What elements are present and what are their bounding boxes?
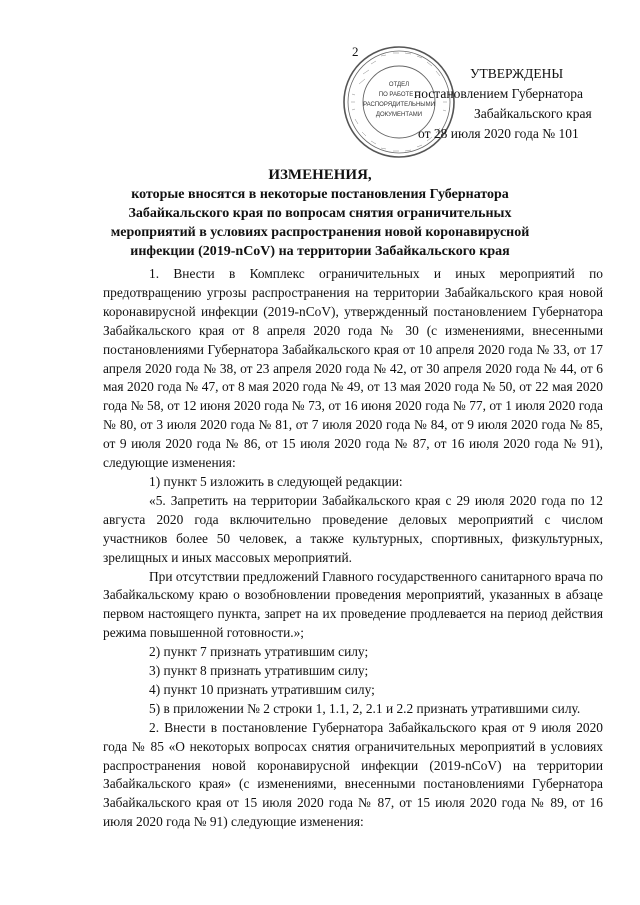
list-item-5: 5) в приложении № 2 строки 1, 1.1, 2, 2.1 и 2.2 признать утратившими силу. [149, 700, 581, 716]
list-item-1: 1) пункт 5 изложить в следующей редакции: [149, 473, 403, 489]
approval-line-3: от 28 июля 2020 года № 101 [418, 126, 579, 141]
approval-line-1: постановлением Губернатора [414, 86, 583, 101]
page-number: 2 [352, 44, 359, 59]
approval-heading: УТВЕРЖДЕНЫ [470, 66, 564, 81]
stamp-line-4: ДОКУМЕНТАМИ [375, 112, 423, 118]
stamp-line-1: ОТДЕЛ [388, 82, 410, 88]
quote-paragraph-2: При отсутствии предложений Главного государственного санитарного врача по Забайкальскому краю о возобновлении проведения мероприятий, указанных в абзаце первом настоящего пункта, запрет на их проведение продлевается на период действия режима повышенной готовности.»; [103, 568, 603, 641]
document-body [103, 265, 603, 832]
document-title [110, 166, 530, 261]
paragraph-2: 2. Внести в постановление Губернатора Забайкальского края от 9 июля 2020 года № 85 «О некоторых вопросах снятия ограничительных мероприятий в условиях распространения новой коронавирусной инфекции (2019-nCoV) на территории Забайкальского края» (с изменениями, внесенными постановлениями Губернатора Забайкальского края от 15 июля 2020 года № 87, от 15 июля 2020 года № 89, от 16 июля 2020 года № 91) следующие изменения: [103, 719, 603, 830]
title-subtitle: которые вносятся в некоторые постановления Губернатора Забайкальского края по вопросам снятия ограничительных мероприятий в условиях распространения новой коронавирусной инфекции (2019-nCoV) на территории Забайкальского края [110, 187, 530, 259]
list-item-4: 4) пункт 10 признать утратившим силу; [149, 681, 375, 697]
stamp-line-3: РАСПОРЯДИТЕЛЬНЫМИ [363, 102, 435, 108]
list-item-3: 3) пункт 8 признать утратившим силу; [149, 663, 369, 679]
title-main: ИЗМЕНЕНИЯ, [268, 167, 372, 183]
approval-block [398, 64, 618, 144]
paragraph-1: 1. Внести в Комплекс ограничительных и иных мероприятий по предотвращению угрозы распространения на территории Забайкальского края новой коронавирусной инфекции (2019-nCoV), утвержденный постановлением Губернатора Забайкальского края от 8 апреля 2020 года № 30 (с изменениями, внесенными постановлениями Губернатора Забайкальского края от 10 апреля 2020 года № 33, от 17 апреля 2020 года № 38, от 23 апреля 2020 года № 42, от 30 апреля 2020 года № 44, от 6 мая 2020 года № 47, от 8 мая 2020 года № 49, от 13 мая 2020 года № 50, от 22 мая 2020 года № 58, от 12 июня 2020 года № 73, от 16 июня 2020 года № 77, от 1 июля 2020 года № 80, от 3 июля 2020 года № 81, от 7 июля 2020 года № 84, от 9 июля 2020 года № 85, от 9 июля 2020 года № 86, от 15 июля 2020 года № 87, от 16 июля 2020 года № 91), следующие изменения: [103, 266, 603, 471]
stamp-line-2: ПО РАБОТЕ С [378, 92, 420, 98]
quote-paragraph-1: «5. Запретить на территории Забайкальского края с 29 июля 2020 года по 12 августа 2020 года включительно проведение деловых мероприятий с числом участников более 50 человек, а также культурных, спортивных, физкультурных, зрелищных и иных массовых мероприятий. [103, 492, 603, 565]
list-item-2: 2) пункт 7 признать утратившим силу; [149, 644, 369, 660]
approval-line-2: Забайкальского края [474, 106, 592, 121]
